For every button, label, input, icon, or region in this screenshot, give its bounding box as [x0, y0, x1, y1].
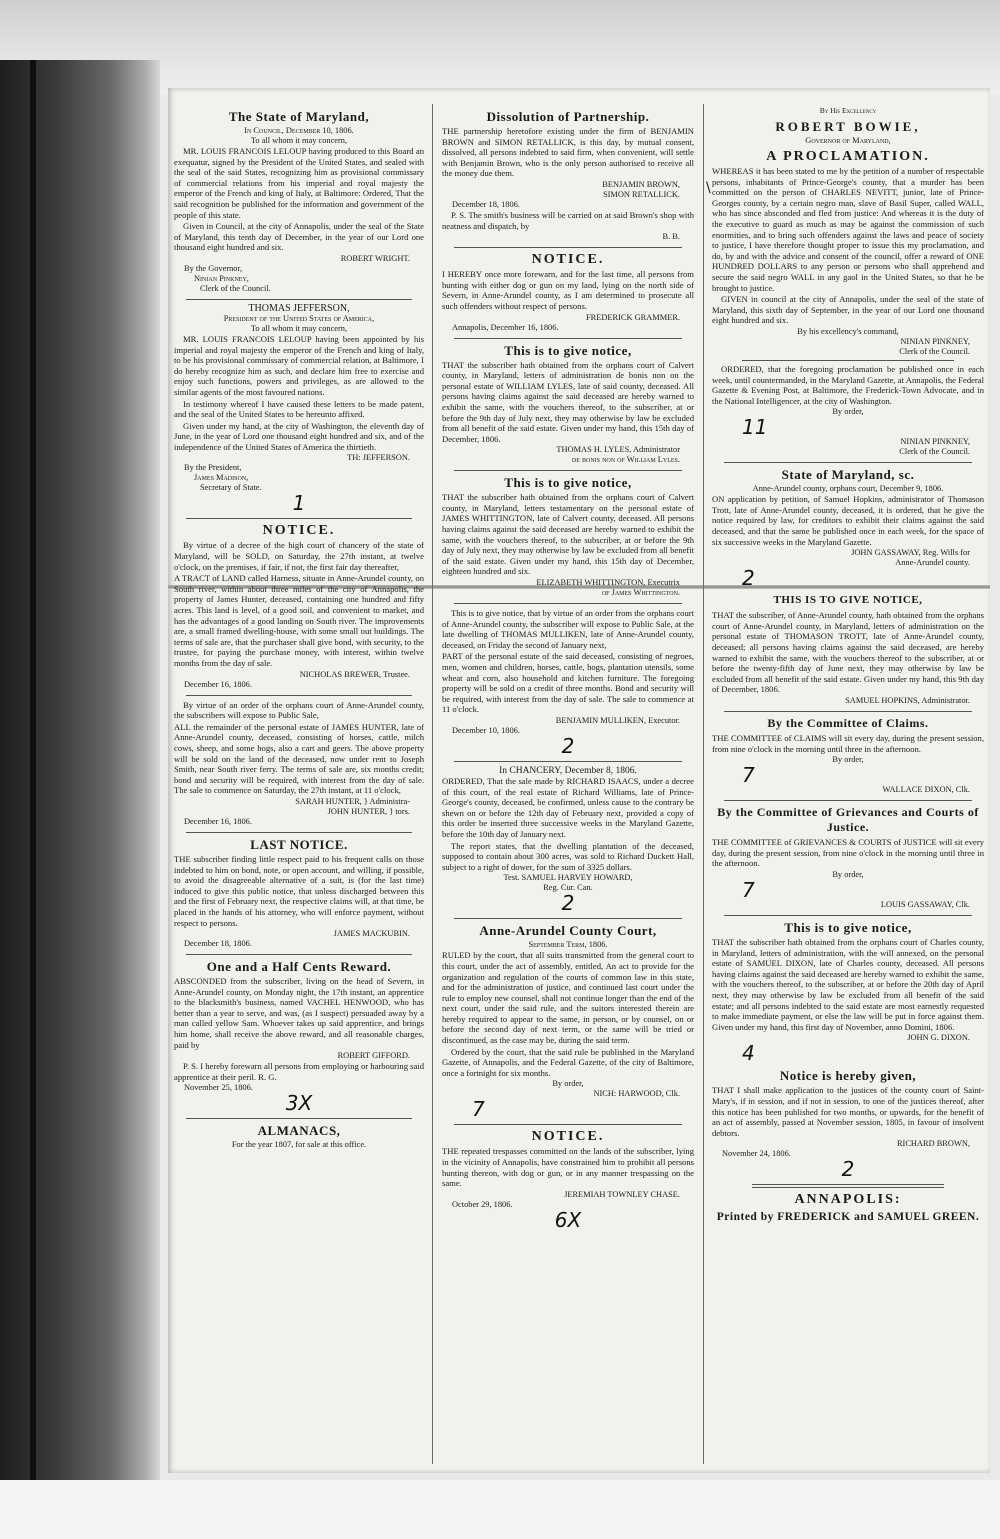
ad-proclamation: [712, 106, 984, 457]
ad-body: THE repeated trespasses committed on the lands of the subscriber, lying in the vicinity of Annapolis, have constrained him to prohibit all persons hunting thereon, with dog or gun, or in any manner trespassing on the same.: [442, 1146, 694, 1189]
ad-signature: SARAH HUNTER, } Administra-: [295, 796, 410, 806]
ad-signature: JOHN HUNTER, } tors.: [327, 806, 410, 816]
ad-by-line: By order,: [832, 407, 864, 417]
ad-testimony: In testimony whereof I have caused these letters to be made patent, and the seal of the United States to be hereunto affixed.: [174, 398, 424, 420]
ad-preheading: By His Excellency: [819, 106, 877, 115]
handwritten-mark: 7: [472, 1097, 485, 1122]
ad-subheading: September Term, 1806.: [528, 940, 608, 950]
ad-body: PART of the personal estate of the said deceased, consisting of negroes, men, women and children, horses, cattle, hogs, plantation utensils, some wheat and corn, also household and kitchen furniture. The foregoing property will be sold on a credit of three months. Bond and security will be required, with interest from the day of sale. The sale to commence at 11 o'clock.: [442, 651, 694, 715]
ad-committee-grievances: [712, 805, 984, 910]
ad-given: Given under my hand, at the city of Washington, the eleventh day of June, in the year of Lord one thousand eight hundred and six, and of the independence of the United States of America the thirtieth.: [174, 420, 424, 452]
ad-by-line: By the Governor,: [184, 263, 243, 273]
colophon: [712, 1192, 984, 1225]
ad-signature: BENJAMIN MULLIKEN, Executor.: [555, 715, 680, 725]
ad-signature: B. B.: [662, 232, 680, 242]
ad-dateline: In Council, December 10, 1806.: [244, 126, 354, 135]
ad-ordered: ORDERED, that the foregoing proclamation be published once in each week, until countermanded, in the Maryland Gazette, at Annapolis, the Federal Gazette & Evening Post, at Baltimore, the Frederick-Town Advocate, and in the National Intelligencer, at the city of Washington.: [712, 363, 984, 406]
ad-signature: NICH: HARWOOD, Clk.: [593, 1089, 680, 1099]
ad-signature: JEREMIAH TOWNLEY CHASE.: [564, 1189, 680, 1199]
separator: [724, 800, 972, 801]
ad-given: Given in Council, at the city of Annapolis, under the seal of the State of Maryland, this tenth day of December, in the year of our Lord one thousand eight hundred and six.: [174, 221, 424, 253]
ad-body: THAT the subscriber, of Anne-Arundel county, hath obtained from the orphans court of Anne-Arundel county, in Maryland, letters of administration on the personal estate of THOMASON TROTT, late of Anne-Arundel county, deceased; all persons having claims against the said deceased, are hereby warned to exhibit the same, with the vouchers thereof to the subscriber, at or before the twenty-fifth day of June next, they may otherwise by law be excluded from all benefit of the said estate. Given under my hand, this 9th day of December, 1806.: [712, 610, 984, 695]
newspaper-page: [168, 88, 990, 1473]
handwritten-mark: 6X: [554, 1207, 582, 1232]
ad-intro: By virtue of an order of the orphans court of Anne-Arundel county, the subscribers will expose to Public Sale,: [174, 699, 424, 721]
ad-last-notice: [174, 837, 424, 949]
ad-dateline: Anne-Arundel county, orphans court, December 9, 1806.: [752, 484, 944, 494]
ad-signature: FREDERICK GRAMMER.: [586, 312, 680, 322]
ad-secretary-name: James Madison,: [194, 473, 249, 483]
ad-heading: One and a Half Cents Reward.: [206, 959, 392, 975]
ad-date: November 24, 1806.: [722, 1149, 791, 1159]
book-binding: [0, 60, 160, 1480]
ad-heading: ALMANACS,: [257, 1123, 341, 1139]
ad-signature: THOMAS H. LYLES, Administrator: [556, 445, 680, 455]
ad-heading: By the Committee of Claims.: [767, 716, 929, 730]
ad-body: ORDERED, That the sale made by RICHARD ISAACS, under a decree of this court, of the real estate of Richard Williams, late of Prince-George's county, deceased, be confirmed, unless cause to the contrary be shewn on or before the 12th day of February next, provided a copy of this order be inserted three successive weeks in the Maryland Gazette, before the 10th day of January next.: [442, 775, 694, 839]
ad-heading: Dissolution of Partnership.: [486, 109, 650, 124]
ad-body: THE COMMITTEE of CLAIMS will sit every day, during the present session, from nine o'clock in the morning until three in the afternoon.: [712, 733, 984, 754]
ad-heading: LAST NOTICE.: [250, 836, 348, 852]
handwritten-mark: 1: [292, 491, 306, 516]
ad-signature: de bonis non of William Lyles.: [571, 455, 680, 465]
separator: [454, 918, 682, 919]
separator: [454, 470, 682, 471]
column-rule: [703, 104, 704, 1464]
ad-signature: NINIAN PINKNEY,: [900, 437, 970, 447]
ad-title: Governor of Maryland,: [805, 136, 891, 145]
ad-signature: ELIZABETH WHITTINGTON, Executrix: [536, 578, 680, 588]
column-2: [442, 106, 694, 1466]
ad-by-line: By order,: [832, 755, 864, 765]
ad-heading: NOTICE.: [531, 1129, 605, 1145]
ad-signature: BENJAMIN BROWN,: [602, 179, 680, 189]
ad-date: December 18, 1806.: [452, 199, 520, 209]
ad-committee-claims: [712, 716, 984, 795]
separator: [724, 462, 972, 463]
ad-notice-chase: [442, 1129, 694, 1232]
ad-notice-grammer: [442, 252, 694, 332]
ad-signature: Test. SAMUEL HARVEY HOWARD,: [503, 873, 633, 883]
ad-heading: By the Committee of Grievances and Courts of Justice.: [717, 805, 979, 835]
ad-heading: Notice is hereby given,: [779, 1068, 917, 1084]
ad-signature: NICHOLAS BREWER, Trustee.: [299, 669, 410, 679]
ad-jefferson-recognition: [174, 304, 424, 514]
ad-salutation: To all whom it may concern,: [250, 323, 348, 333]
column-1: [174, 106, 424, 1466]
ad-heading: A PROCLAMATION.: [766, 149, 930, 164]
separator: [454, 1124, 682, 1125]
ad-dissolution: [442, 109, 694, 242]
handwritten-mark: 2: [841, 1157, 855, 1182]
separator: [186, 832, 412, 833]
ad-secretary-title: Secretary of State.: [200, 483, 262, 493]
handwritten-mark: 11: [742, 415, 768, 440]
ad-body: THAT the subscriber hath obtained from the orphans court of Calvert county, in Maryland, letters testamentary on the personal estate of JAMES WHITTINGTON, late of Calvert county, deceased. All persons having claims against the said deceased are hereby warned to exhibit the same, with the vouchers thereof, to the subscriber, at or before the 9th day of July next, they may otherwise by law be excluded from all benefit of the said estate. Given under my hand, this 15th day of December, eighteen hundred and six.: [442, 492, 694, 577]
separator: [454, 338, 682, 339]
ad-title: President of the United States of America,: [223, 313, 375, 323]
column-3: [712, 106, 984, 1466]
ad-signature: ROBERT WRIGHT.: [340, 253, 410, 263]
scan-background-bottom: [0, 1480, 1000, 1539]
ad-signature: JAMES MACKUBIN.: [333, 929, 410, 939]
ad-body: I HEREBY once more forewarn, and for the last time, all persons from hunting with either dog or gun on my land, lying on the north side of Severn, in Anne-Arundel county, as I am determined to prosecute all such offenders without respect of persons.: [442, 269, 694, 311]
ad-signature: SIMON RETALLICK.: [602, 189, 680, 199]
ad-almanacs: [174, 1123, 424, 1150]
ad-intro: This is to give notice, that by virtue of an order from the orphans court of Anne-Arundel county, the subscriber will expose to Public Sale, at the late dwelling of THOMAS MULLIKEN, late of Anne-Arundel county, deceased, on Friday the second of January next,: [442, 608, 694, 650]
ad-body: THE partnership heretofore existing under the firm of BENJAMIN BROWN and SIMON RETALLICK, is this day, by mutual consent, dissolved, all persons indebted to said firm, when convenient, will settle with Benjamin Brown, who is the only person authorised to receive all the money due them.: [442, 126, 694, 179]
ad-lyles: [442, 343, 694, 466]
ad-signature: Anne-Arundel county.: [895, 558, 970, 568]
handwritten-mark: 4: [742, 1041, 755, 1066]
ad-whittington: [442, 475, 694, 598]
ad-signature: RICHARD BROWN,: [896, 1139, 970, 1149]
separator: [186, 954, 412, 955]
ad-date: November 25, 1806.: [184, 1083, 253, 1093]
handwritten-mark: 3X: [285, 1091, 313, 1116]
separator: [186, 695, 412, 696]
ad-date: December 18, 1806.: [184, 939, 252, 949]
ad-body: THE subscriber finding little respect paid to his frequent calls on those indebted to him on bond, note, or open account, and willing, if possible, to avoid the disagreeable alternative of a suit, is (for the last time) induced to give this public notice, that unless discharged between this and the first of February next, the respective claims will, at that time, be placed in the hands of his attorney, who will enforce payment, without respect to persons.: [174, 853, 424, 928]
ad-heading: In CHANCERY, December 8, 1806.: [499, 765, 637, 776]
ad-signature: TH: JEFFERSON.: [347, 453, 410, 463]
ad-signature: NINIAN PINKNEY,: [900, 336, 970, 346]
ad-clerk-title: Clerk of the Council.: [200, 283, 271, 293]
ad-body: A TRACT of LAND called Harness, situate in Anne-Arundel county, on South river, within about three miles of the city of Annapolis, the property of James Hunter, deceased, containing one hundred and fifty acres. This land is level, of a good soil, and convenient to market, and has the advantages of a good landing on South river. The improvements are, a small framed dwelling-house, with some small out buildings. The terms of sale are, that the purchaser shall give bond, with security, to the trustee, for paying the purchase money, with interest, within twelve months from the day of sale.: [174, 573, 424, 668]
ad-reward: [174, 959, 424, 1116]
ad-county-court: [442, 923, 694, 1122]
handwritten-mark: 2: [742, 566, 755, 591]
ad-salutation: To all whom it may concern,: [250, 136, 348, 145]
ad-signature-title: Clerk of the Council.: [899, 447, 970, 457]
ad-signature: SAMUEL HOPKINS, Administrator.: [845, 696, 970, 705]
ad-heading: THOMAS JEFFERSON,: [248, 302, 350, 314]
ad-signature: LOUIS GASSAWAY, Clk.: [880, 899, 970, 909]
ad-postscript: P. S. The smith's business will be carried on at said Brown's shop with neatness and dispatch, by: [442, 209, 694, 231]
separator: [454, 761, 682, 762]
ad-body: RULED by the court, that all suits transmitted from the general court to this court, under the act of assembly, entitled, An act to provide for the organization and regulation of the courts of common law in this state, and for the administration of justice, and continued last court under the rule to employ new counsel, shall not continue longer than the end of the next court, under the said rule, and the suitors interested therein are hereby required to appear to the same, in person, or by counsel, on or before the second day of next term, or the same will be tried or discontinued, as the case may be, during the said term.: [442, 950, 694, 1046]
ad-signature: JOHN G. DIXON.: [907, 1033, 970, 1043]
ad-by-line: By the President,: [184, 463, 242, 473]
handwritten-mark: 7: [742, 763, 755, 788]
separator: [186, 1118, 412, 1119]
ad-brown: [712, 1068, 984, 1182]
ad-trott: [712, 467, 984, 591]
ad-body: THAT the subscriber hath obtained from the orphans court of Charles county, in Maryland, letters of administration, with the will annexed, on the personal estate of SAMUEL DIXON, late of Charles county, deceased. All persons having claims against the said deceased are hereby warned to exhibit the same, with the vouchers thereof, to the subscriber, at or before the 20th day of April next, they may otherwise by law be excluded from all benefit of the said estate; and all persons indebted to the said estate are most earnestly requested to make immediate payment, or else the law will be put in force against them. Given under my hand, this first day of November, anno Domini, 1806.: [712, 936, 984, 1032]
column-rule: [432, 104, 433, 1464]
ad-date: December 16, 1806.: [184, 816, 252, 826]
ad-body: ON application by petition, of Samuel Hopkins, administrator of Thomason Trott, late of Anne-Arundel county, deceased, it is ordered, that he give the notice required by law, for creditors to exhibit their claims against the said deceased, and that the same be published once in each week, for the space of six successive weeks in the Maryland Gazette.: [712, 494, 984, 547]
ad-body: THAT I shall make application to the justices of the county court of Saint-Mary's, if in session, and if not in session, to one of the justices thereof, after this notice has been published for two months, or upwards, for the benefit of an act of assembly, passed at November session, 1805, in favour of insolvent debtors.: [712, 1085, 984, 1138]
separator: [186, 518, 412, 519]
ad-heading: Anne-Arundel County Court,: [479, 923, 657, 939]
separator: [186, 299, 412, 300]
ad-heading: State of Maryland, sc.: [781, 467, 915, 483]
ad-heading: THIS IS TO GIVE NOTICE,: [773, 594, 923, 607]
ad-body: THE COMMITTEE of GRIEVANCES & COURTS of JUSTICE will sit every day, during the present session, from nine o'clock in the morning until three in the afternoon.: [712, 837, 984, 869]
ad-signature: JOHN GASSAWAY, Reg. Wills for: [851, 548, 970, 558]
separator: [742, 360, 954, 361]
ad-body: THAT the subscriber hath obtained from the orphans court of Calvert county, in Maryland, letters of administration de bonis non on the personal estate of WILLIAM LYLES, late of said county, deceased. All persons having claims against the said deceased are hereby warned to exhibit the same, with the vouchers thereof, to the subscriber, at or before the 9th day of July next, they may otherwise by law be excluded from all benefit of the said estate. Given under my hand, this 15th day of December, 1806.: [442, 359, 694, 444]
handwritten-mark: 7: [742, 877, 755, 902]
ad-hopkins: [712, 593, 984, 706]
ad-hunter-sale: [174, 700, 424, 827]
ad-body: ABSCONDED from the subscriber, living on the head of Severn, in Anne-Arundel county, on Monday night, the 17th instant, an apprentice to the blacksmith's business, named VACHEL HENWOOD, who has better than a year to serve, and was, (as I suspect) persuaded away by a man called yellow Sam. Whoever takes up said apprentice, and brings him home, shall receive the above reward, and all reasonable charges, paid by: [174, 976, 424, 1050]
handwritten-mark: 2: [561, 891, 575, 916]
double-rule: [752, 1184, 944, 1188]
ad-by-line: By order,: [552, 1079, 584, 1089]
ad-chancery: [442, 765, 694, 916]
ad-by-line: By order,: [832, 869, 864, 879]
binding-stripe: [30, 60, 36, 1480]
ad-mulliken: [442, 608, 694, 756]
ad-body: MR. LOUIS FRANCOIS LELOUP having produced to this Board an exequatur, signed by the President of the United States, and sealed with the seal of the said States, recognizing him as provisional commissary of commercial relations from his imperial and royal majesty the emperor of the French and king of Italy, at Baltimore: Ordered, That the said recognition be published for the information and government of the people of this state.: [174, 146, 424, 220]
ad-date: December 16, 1806.: [184, 679, 252, 689]
ad-dixon: [712, 919, 984, 1066]
ad-notice-land-sale: [174, 523, 424, 689]
ad-clerk-name: Ninian Pinkney,: [194, 273, 249, 283]
ad-heading: NOTICE.: [531, 252, 605, 268]
margin-mark: \: [706, 180, 711, 196]
ad-signature: WALLACE DIXON, Clk.: [882, 785, 970, 795]
ad-body: ALL the remainder of the personal estate of JAMES HUNTER, late of Anne-Arundel county, deceased, consisting of horses, cattle, milch cows, sheep, and some hogs, also a cart and geers. The above property will be sold on the land of the deceased, now under rent to Joseph Smith, near South river ferry. The terms of sale are, six months credit; bond and security will be required, with interest from the day of sale. The sale to commence on Saturday, the 27th instant, at 11 o'clock,: [174, 721, 424, 796]
ad-intro: By virtue of a decree of the high court of chancery of the state of Maryland, will be SOLD, on Saturday, the 27th instant, at twelve o'clock, on the premises, if fair, if not, the first fair day thereafter,: [174, 540, 424, 572]
ad-signature: Reg. Cur. Can.: [543, 883, 593, 893]
ad-heading: This is to give notice,: [504, 475, 632, 491]
ad-body: MR. LOUIS FRANCOIS LELOUP having been appointed by his imperial and royal majesty the emperor of the French and king of Italy, to be his provisional commissary of commercial relation, at Baltimore, I do hereby recognize him as such, and declare him free to exercise and enjoy such functions, powers and privileges, as are allowed to the similar agents of the most favoured nations.: [174, 333, 424, 397]
ad-date: October 29, 1806.: [452, 1199, 513, 1209]
ad-body: For the year 1807, for sale at this office.: [231, 1140, 367, 1150]
ad-heading: This is to give notice,: [784, 919, 912, 935]
separator: [724, 711, 972, 712]
ad-by-line: By his excellency's command,: [797, 326, 899, 336]
ad-heading: NOTICE.: [262, 523, 336, 539]
ad-postscript: P. S. I hereby forewarn all persons from employing or harbouring said apprentice at their peril. R. G.: [174, 1061, 424, 1082]
ad-heading: ROBERT BOWIE,: [775, 119, 921, 134]
ad-ordered: Ordered by the court, that the said rule be published in the Maryland Gazette, of Annapolis, and the Federal Gazette, of the city of Baltimore, once a fortnight for six months.: [442, 1046, 694, 1078]
ad-report: The report states, that the dwelling plantation of the deceased, supposed to contain about 300 acres, was sold to Richard Duckett Hall, subject to a right of dower, for the sum of 3325 dollars.: [442, 840, 694, 872]
ad-state-of-maryland: [174, 109, 424, 294]
ad-heading: The State of Maryland,: [228, 109, 370, 124]
ad-signature: ROBERT GIFFORD.: [337, 1051, 410, 1061]
handwritten-mark: 2: [561, 733, 575, 758]
separator: [454, 603, 682, 604]
ad-body: WHEREAS it has been stated to me by the petition of a number of respectable persons, inhabitants of Prince-George's county, that a murder has been committed on the person of CHARLES NEVITT, junior, late of Prince-Georges county, by a certain negro man, slave of Basil Super, called WALL, who has since absconded and fled from justice: And whereas it is the duty of the executive to guard as much as may be against the commission of such enormities, and to bring such offenders against the laws and peace of society to justice, I have therefore thought proper to issue this my proclamation, and do, by and with the advice and consent of the council, offer a reward of ONE HUNDRED DOLLARS to any person or persons who shall apprehend and secure the said negro WALL in any gaol in the United States, so that he be brought to justice.: [712, 166, 984, 293]
ad-signature-title: Clerk of the Council.: [899, 346, 970, 356]
ad-heading: This is to give notice,: [504, 342, 632, 358]
ad-signature: of James Whittington.: [601, 588, 680, 598]
ad-date: Annapolis, December 16, 1806.: [452, 322, 559, 332]
colophon-printer: Printed by FREDERICK and SAMUEL GREEN.: [716, 1211, 980, 1224]
separator: [724, 915, 972, 916]
ad-given: GIVEN in council at the city of Annapolis, under the seal of the state of Maryland, this sixth day of September, in the year of our Lord one thousand eight hundred and six.: [712, 294, 984, 326]
colophon-city: ANNAPOLIS:: [794, 1192, 902, 1208]
separator: [454, 247, 682, 248]
ad-date: December 10, 1806.: [452, 725, 520, 735]
